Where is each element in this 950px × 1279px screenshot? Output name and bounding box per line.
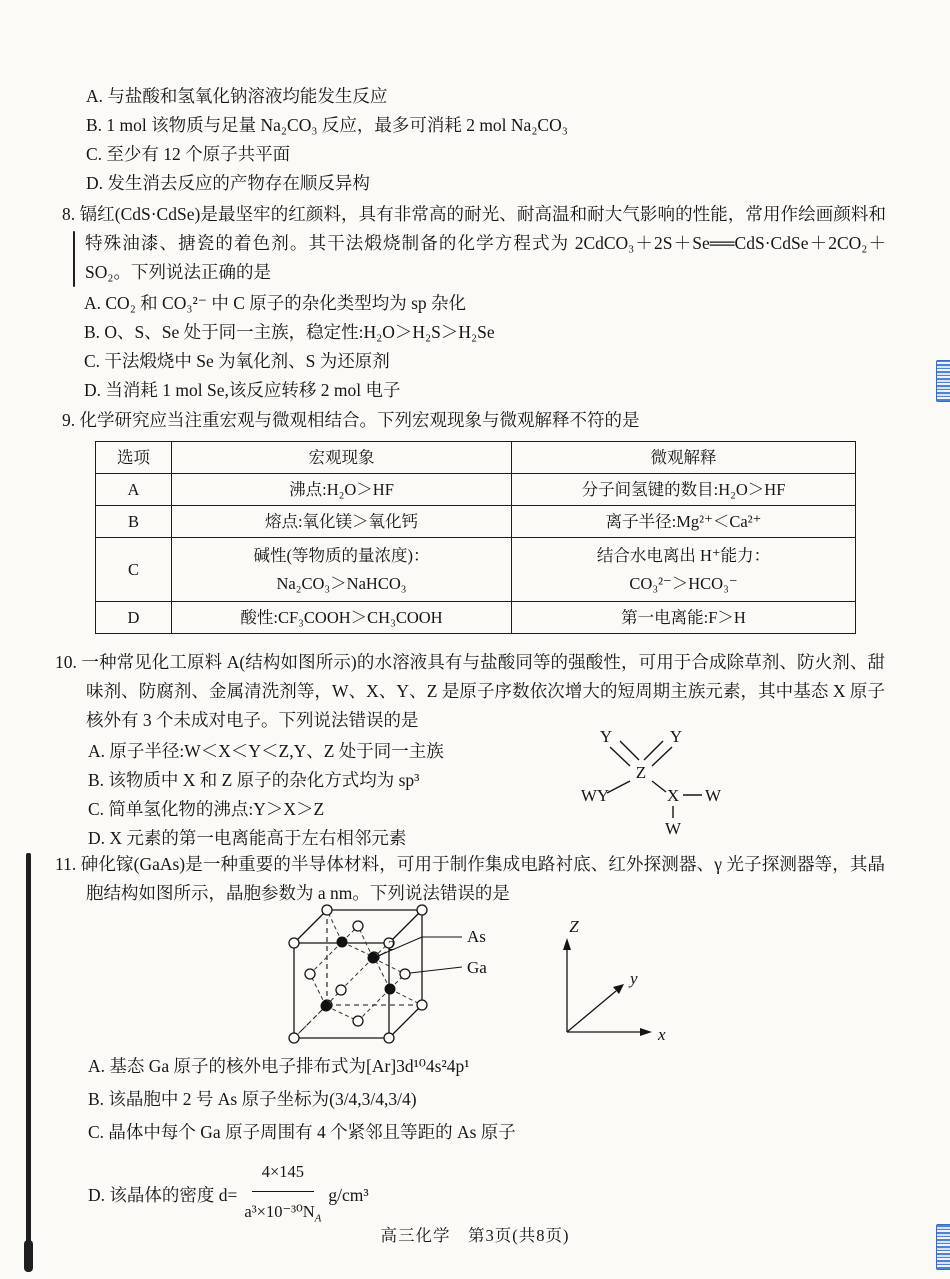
cell-micro-line1: 结合水电离出 H⁺能力：: [596, 545, 771, 565]
q8-stem: 8. 镉红(CdS·CdSe)是最坚牢的红颜料，具有非常高的耐光、耐高温和耐大气影响的性能，常用作绘画颜料和特殊油漆、搪瓷的着色剂。其干法煅烧制备的化学方程式为 2CdCO₃＋2S＋Se══CdS·CdSe＋2CO₂＋SO₂。下列说法正确的是: [62, 204, 886, 282]
cell-option: B: [96, 506, 172, 538]
q11-option-b: B. 该晶胞中 2 号 As 原子坐标为(3/4,3/4,3/4): [88, 1089, 417, 1109]
q10-option-c: C. 简单氢化物的沸点:Y＞X＞Z: [88, 799, 325, 819]
ga-label: Ga: [467, 958, 487, 977]
atom-label-y-right: Y: [669, 727, 683, 746]
col-header-option: 选项: [96, 442, 172, 474]
table-row-d: [96, 602, 856, 634]
atom-label-z: Z: [635, 763, 647, 782]
q7-option-d: D. 发生消去反应的产物存在顺反异构: [86, 173, 370, 193]
cell-macro: 酸性:CF₃COOH＞CH₃COOH: [172, 602, 512, 634]
scan-artifact-corner-blob: [24, 1240, 33, 1272]
q11-option-d-suffix: g/cm³: [328, 1184, 369, 1205]
q8-option-d: D. 当消耗 1 mol Se,该反应转移 2 mol 电子: [84, 380, 401, 400]
fraction-numerator: 4×145: [252, 1155, 314, 1192]
coordinate-axes: [563, 938, 652, 1036]
cell-option: C: [96, 538, 172, 602]
q8-options: [84, 289, 884, 405]
atom-label-w-bottom: W: [664, 819, 682, 838]
cell-micro-line2: CO₃²⁻＞HCO₃⁻: [629, 573, 738, 593]
q10-stem: 10. 一种常见化工原料 A(结构如图所示)的水溶液具有与盐酸同等的强酸性，可用于合成除草剂、防火剂、甜味剂、防腐剂、金属清洗剂等，W、X、Y、Z 是原子序数依次增大的短周期主族元素，其中基态 X 原子核外有 3 个未成对电子。下列说法错误的是: [55, 652, 885, 730]
cell-macro-line1: 碱性(等物质的量浓度)：: [253, 545, 430, 565]
cell-macro: 熔点:氧化镁＞氧化钙: [172, 506, 512, 538]
cell-macro-line2: Na₂CO₃＞NaHCO₃: [276, 573, 407, 593]
q7-options: [86, 82, 886, 198]
q7-option-a: A. 与盐酸和氢氧化钠溶液均能发生反应: [86, 86, 388, 106]
cell-micro: 分子间氢键的数目:H₂O＞HF: [512, 474, 856, 506]
q8-option-b: B. O、S、Se 处于同一主族，稳定性:H₂O＞H₂S＞H₂Se: [84, 322, 495, 342]
single-bond-lines: [607, 781, 702, 818]
q11-option-d-prefix: D. 该晶体的密度 d=: [88, 1184, 238, 1205]
axis-z-label: Z: [569, 917, 579, 936]
q11-option-c: C. 晶体中每个 Ga 原子周围有 4 个紧邻且等距的 As 原子: [88, 1122, 516, 1142]
q9-stem: 9. 化学研究应当注重宏观与微观相结合。下列宏观现象与微观解释不符的是: [62, 410, 640, 430]
q11-unit-cell-diagram: [272, 910, 672, 1045]
atom-label-w-right: W: [704, 786, 722, 805]
qr-code-icon: [936, 360, 950, 402]
q7-option-b: B. 1 mol 该物质与足量 Na₂CO₃ 反应，最多可消耗 2 mol Na₂CO₃: [86, 115, 568, 135]
table-row-b: [96, 506, 856, 538]
q10-structure-figure: [573, 722, 748, 846]
atom-label-x: X: [666, 786, 680, 805]
atom-label-wy: WY: [580, 786, 610, 805]
q11-stem: 11. 砷化镓(GaAs)是一种重要的半导体材料，可用于制作集成电路衬底、红外探测器、γ 光子探测器等，其晶胞结构如图所示，晶胞参数为 a nm。下列说法错误的是: [55, 854, 885, 903]
q11-options: [88, 1050, 828, 1235]
q9-table-wrap: [95, 441, 856, 634]
q10-option-b: B. 该物质中 X 和 Z 原子的杂化方式均为 sp³: [88, 770, 420, 790]
qr-code-icon: [936, 1224, 950, 1270]
atom-2-label: 2: [388, 939, 395, 954]
axis-x-label: x: [658, 1025, 666, 1044]
cell-micro: 第一电离能:F＞H: [512, 602, 856, 634]
fraction-denominator-sub: A: [314, 1212, 322, 1225]
cell-macro: [172, 538, 512, 602]
q9-table: [95, 441, 856, 634]
q10-option-a: A. 原子半径:W＜X＜Y＜Z,Y、Z 处于同一主族: [88, 741, 444, 761]
cell-option: A: [96, 474, 172, 506]
col-header-macro: 宏观现象: [172, 442, 512, 474]
q8-option-a: A. CO₂ 和 CO₃²⁻ 中 C 原子的杂化类型均为 sp 杂化: [84, 293, 467, 313]
fraction-denominator-main: a³×10⁻³⁰N: [244, 1202, 315, 1221]
q8-option-c: C. 干法煅烧中 Se 为氧化剂、S 为还原剂: [84, 351, 390, 371]
q11-option-a: A. 基态 Ga 原子的核外电子排布式为[Ar]3d¹⁰4s²4p¹: [88, 1056, 470, 1076]
axis-y-label: y: [630, 969, 638, 988]
q7-option-c: C. 至少有 12 个原子共平面: [86, 144, 291, 164]
cell-micro: [512, 538, 856, 602]
cell-option: D: [96, 602, 172, 634]
table-row-a: [96, 474, 856, 506]
as-label: As: [467, 927, 486, 946]
scan-artifact-left-bar: [26, 853, 31, 1271]
table-header-row: [96, 442, 856, 474]
scan-artifact-margin-line: [73, 231, 75, 287]
q10-option-d: D. X 元素的第一电离能高于左右相邻元素: [88, 828, 407, 848]
cell-macro: 沸点:H₂O＞HF: [172, 474, 512, 506]
q10-options: [88, 737, 558, 853]
q11-figure: [272, 910, 672, 1054]
page-footer: 高三化学 第3页(共8页): [380, 1226, 570, 1245]
table-row-c: [96, 538, 856, 602]
q10-structure-diagram: [573, 722, 748, 837]
col-header-micro: 微观解释: [512, 442, 856, 474]
atom-label-y-left: Y: [599, 727, 613, 746]
cell-micro: 离子半径:Mg²⁺＜Ca²⁺: [512, 506, 856, 538]
